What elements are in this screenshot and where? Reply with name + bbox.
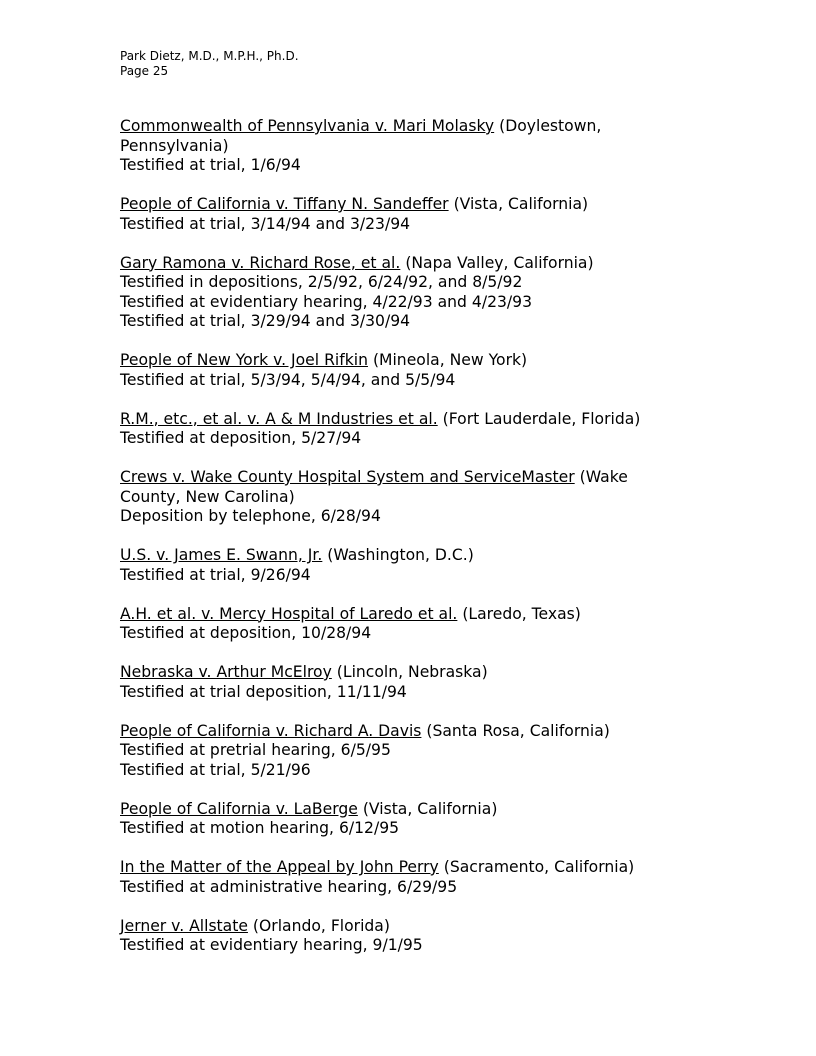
case-location: (Doylestown, [499, 117, 602, 135]
testimony-line: Testified at deposition, 5/27/94 [120, 429, 362, 447]
case-title: People of New York v. Joel Rifkin [120, 351, 368, 369]
case-location: (Vista, California) [362, 799, 498, 818]
testimony-entry [120, 663, 700, 702]
case-location-continued: County, New Carolina) [120, 487, 295, 506]
testimony-entry [120, 917, 700, 956]
entry-heading [120, 546, 700, 566]
case-title: U.S. v. James E. Swann, Jr. [120, 546, 323, 564]
case-title: In the Matter of the Appeal by John Perry [120, 858, 439, 876]
testimony-entry [120, 858, 700, 897]
entry-heading [120, 605, 700, 625]
testimony-line: Testified in depositions, 2/5/92, 6/24/92, and 8/5/92 [120, 273, 523, 291]
case-title: People of California v. Richard A. Davis [120, 721, 422, 740]
case-location: (Mineola, New York) [372, 351, 528, 369]
testimony-entry [120, 195, 700, 234]
testimony-entry [120, 117, 700, 176]
testimony-entry [120, 468, 700, 527]
testimony-entry [120, 254, 700, 332]
entry-heading [120, 254, 700, 274]
page-header [120, 49, 299, 79]
entry-heading [120, 468, 700, 507]
testimony-line: Testified at trial, 5/3/94, 5/4/94, and 5/5/94 [120, 370, 456, 389]
entry-heading [120, 663, 700, 683]
testimony-line: Testified at trial, 1/6/94 [120, 156, 301, 174]
header-page-number: Page 25 [120, 64, 169, 78]
testimony-line: Deposition by telephone, 6/28/94 [120, 507, 381, 525]
entry-heading [120, 917, 700, 937]
testimony-entry [120, 605, 700, 644]
entry-heading [120, 722, 700, 742]
testimony-line: Testified at motion hearing, 6/12/95 [120, 819, 400, 837]
testimony-line: Testified at trial, 5/21/96 [120, 760, 311, 779]
case-location: (Washington, D.C.) [327, 546, 474, 564]
testimony-line: Testified at trial, 3/29/94 and 3/30/94 [120, 312, 411, 330]
testimony-line: Testified at pretrial hearing, 6/5/95 [120, 741, 391, 759]
testimony-line: Testified at trial, 9/26/94 [120, 565, 311, 584]
testimony-line: Testified at deposition, 10/28/94 [120, 624, 372, 642]
testimony-entry [120, 800, 700, 839]
case-location: (Orlando, Florida) [252, 916, 390, 935]
entry-heading [120, 858, 700, 878]
entry-heading [120, 195, 700, 215]
entry-heading [120, 800, 700, 820]
case-location: (Fort Lauderdale, Florida) [442, 409, 641, 428]
testimony-line: Testified at evidentiary hearing, 9/1/95 [120, 936, 423, 954]
testimony-entry [120, 546, 700, 585]
entry-heading [120, 117, 700, 156]
entry-heading [120, 351, 700, 371]
testimony-line: Testified at evidentiary hearing, 4/22/93 and 4/23/93 [120, 292, 533, 311]
testimony-line: Testified at trial deposition, 11/11/94 [120, 682, 407, 701]
case-title: People of California v. Tiffany N. Sandeffer [120, 195, 449, 213]
case-title: R.M., etc., et al. v. A & M Industries et al. [120, 409, 438, 428]
case-location: (Vista, California) [453, 195, 589, 213]
testimony-entry [120, 722, 700, 781]
case-title: People of California v. LaBerge [120, 799, 358, 818]
header-author: Park Dietz, M.D., M.P.H., Ph.D. [120, 49, 299, 63]
case-location: (Sacramento, California) [443, 858, 635, 876]
case-title: A.H. et al. v. Mercy Hospital of Laredo et al. [120, 604, 458, 623]
case-title: Jerner v. Allstate [120, 916, 248, 935]
case-location: (Santa Rosa, California) [426, 721, 610, 740]
testimony-line: Testified at administrative hearing, 6/29/95 [120, 877, 458, 896]
case-title: Gary Ramona v. Richard Rose, et al. [120, 253, 401, 272]
entry-heading [120, 410, 700, 430]
testimony-entry [120, 351, 700, 390]
case-location: (Napa Valley, California) [405, 253, 594, 272]
testimony-list [120, 117, 700, 975]
testimony-entry [120, 410, 700, 449]
case-location: (Lincoln, Nebraska) [336, 663, 488, 681]
case-title: Nebraska v. Arthur McElroy [120, 663, 332, 681]
case-location: (Wake [579, 468, 628, 486]
case-title: Commonwealth of Pennsylvania v. Mari Molasky [120, 117, 495, 135]
case-title: Crews v. Wake County Hospital System and ServiceMaster [120, 468, 575, 486]
case-location-continued: Pennsylvania) [120, 136, 229, 155]
case-location: (Laredo, Texas) [462, 604, 581, 623]
testimony-line: Testified at trial, 3/14/94 and 3/23/94 [120, 214, 411, 233]
